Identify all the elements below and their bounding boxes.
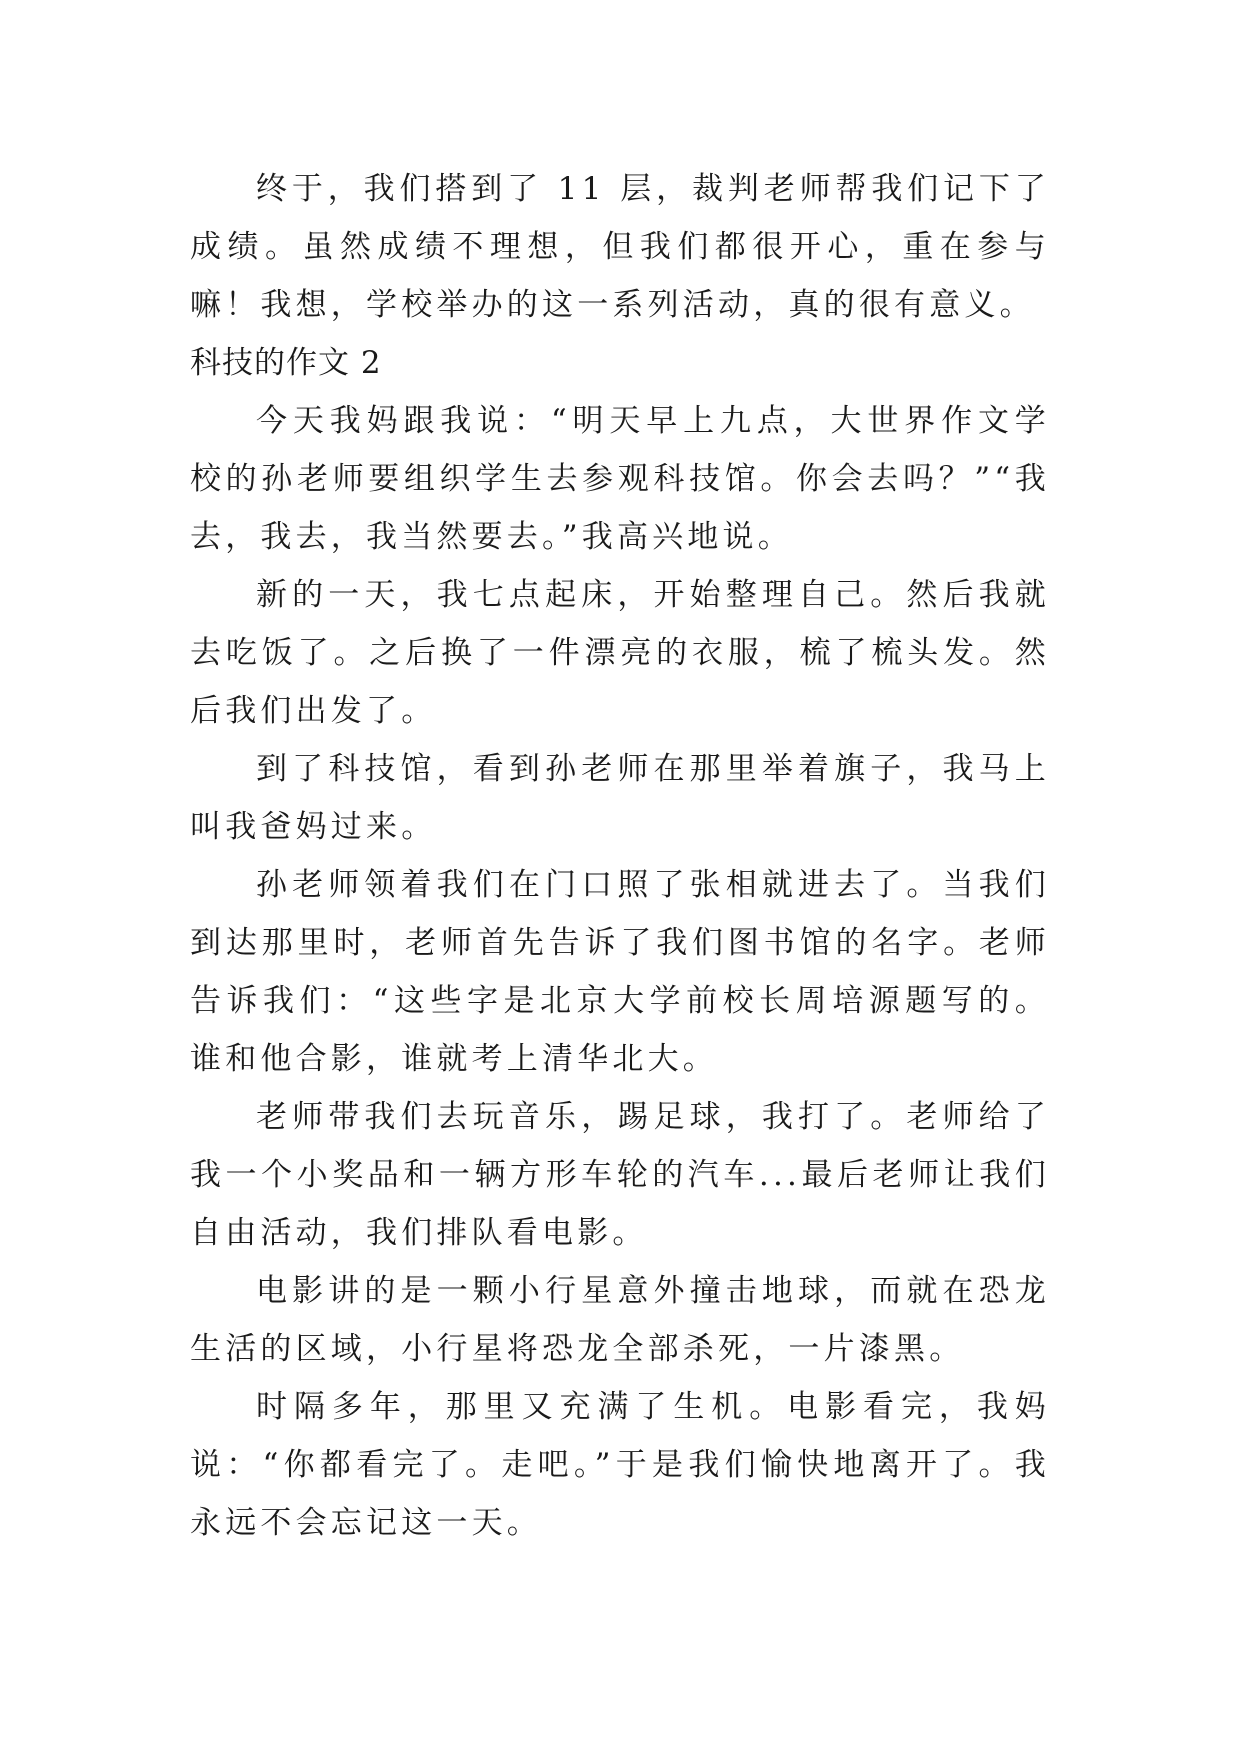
document-body xyxy=(190,160,1050,1552)
paragraph-5: 老师带我们去玩音乐，踢足球，我打了。老师给了我一个小奖品和一辆方形车轮的汽车...最后老师让我们自由活动，我们排队看电影。 xyxy=(190,1099,1050,1251)
intro-paragraph: 终于，我们搭到了 11 层，裁判老师帮我们记下了成绩。虽然成绩不理想，但我们都很开心，重在参与嘛！我想，学校举办的这一系列活动，真的很有意义。 xyxy=(190,171,1050,323)
paragraph-4: 孙老师领着我们在门口照了张相就进去了。当我们到达那里时，老师首先告诉了我们图书馆的名字。老师告诉我们：“这些字是北京大学前校长周培源题写的。谁和他合影，谁就考上清华北大。 xyxy=(190,867,1050,1077)
paragraph-7: 时隔多年，那里又充满了生机。电影看完，我妈说：“你都看完了。走吧。”于是我们愉快地离开了。我永远不会忘记这一天。 xyxy=(190,1389,1050,1541)
paragraph-1: 今天我妈跟我说：“明天早上九点，大世界作文学校的孙老师要组织学生去参观科技馆。你会去吗？”“我去，我去，我当然要去。”我高兴地说。 xyxy=(190,403,1050,555)
paragraph-6: 电影讲的是一颗小行星意外撞击地球，而就在恐龙生活的区域，小行星将恐龙全部杀死，一片漆黑。 xyxy=(190,1273,1050,1367)
paragraph-3: 到了科技馆，看到孙老师在那里举着旗子，我马上叫我爸妈过来。 xyxy=(190,751,1050,845)
essay-heading: 科技的作文 2 xyxy=(190,345,382,381)
paragraph-2: 新的一天，我七点起床，开始整理自己。然后我就去吃饭了。之后换了一件漂亮的衣服，梳了梳头发。然后我们出发了。 xyxy=(190,577,1050,729)
